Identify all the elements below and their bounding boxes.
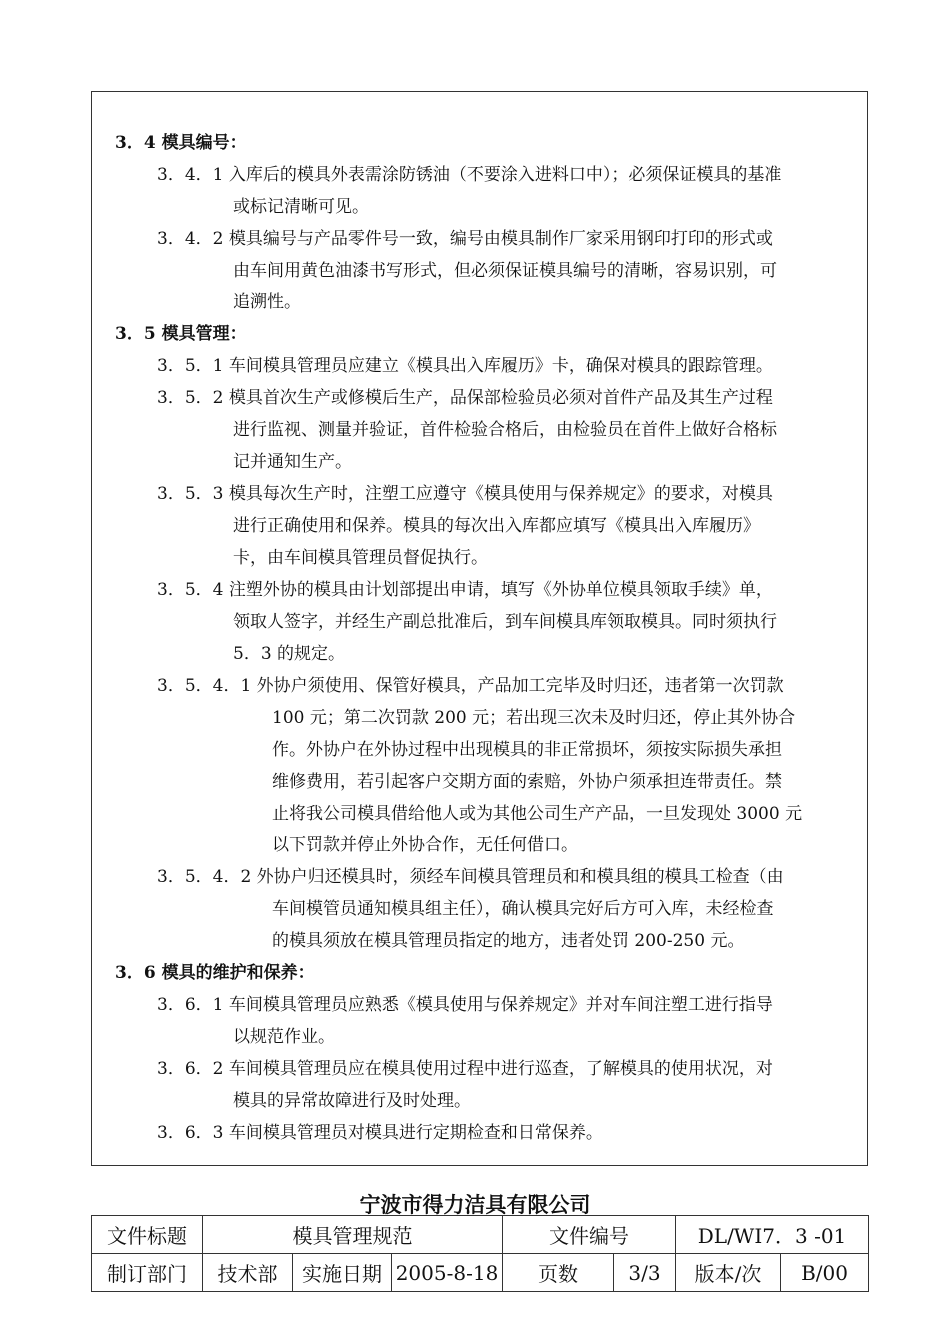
docno-label: 文件编号 [503,1216,676,1254]
text-line: 记并通知生产。 [233,452,352,472]
dept-label: 制订部门 [92,1254,203,1292]
text-line: 3．4．1 入库后的模具外表需涂防锈油（不要涂入进料口中）；必须保证模具的基准 [157,165,782,185]
text-line: 车间模管员通知模具组主任），确认模具完好后方可入库，未经检查 [272,899,774,919]
text-line: 进行监视、测量并验证，首件检验合格后，由检验员在首件上做好合格标 [233,420,777,440]
pages-value: 3/3 [614,1254,676,1292]
title-label: 文件标题 [92,1216,203,1254]
text-line: 作。外协户在外协过程中出现模具的非正常损坏，须按实际损失承担 [272,740,782,760]
version-value: B/00 [781,1254,869,1292]
text-line: 3．6．2 车间模具管理员应在模具使用过程中进行巡查，了解模具的使用状况，对 [157,1059,773,1079]
text-line: 止将我公司模具借给他人或为其他公司生产产品，一旦发现处 3000 元 [272,804,803,824]
docno-value: DL/WI7．3 -01 [676,1216,869,1254]
section-heading: 3．5 模具管理： [115,324,247,344]
date-label: 实施日期 [293,1254,392,1292]
date-value: 2005-8-18 [392,1254,503,1292]
text-line: 3．4．2 模具编号与产品零件号一致，编号由模具制作厂家采用钢印打印的形式或 [157,229,773,249]
text-line: 或标记清晰可见。 [233,197,369,217]
section-heading: 3．6 模具的维护和保养： [115,963,315,983]
text-line: 3．5．4．2 外协户归还模具时，须经车间模具管理员和和模具组的模具工检查（由 [157,867,784,887]
text-line: 3．5．2 模具首次生产或修模后生产，品保部检验员必须对首件产品及其生产过程 [157,388,773,408]
text-line: 追溯性。 [233,292,301,312]
document-info-table [91,1215,869,1292]
text-line: 卡，由车间模具管理员督促执行。 [233,548,488,568]
text-line: 维修费用，若引起客户交期方面的索赔，外协户须承担连带责任。禁 [272,772,782,792]
company-name: 宁波市得力洁具有限公司 [359,1192,591,1217]
text-line: 进行正确使用和保养。模具的每次出入库都应填写《模具出入库履历》 [233,516,760,536]
text-line: 领取人签字，并经生产副总批准后，到车间模具库领取模具。同时须执行 [233,612,777,632]
text-line: 3．5．3 模具每次生产时，注塑工应遵守《模具使用与保养规定》的要求，对模具 [157,484,773,504]
text-line: 的模具须放在模具管理员指定的地方，违者处罚 200-250 元。 [272,931,745,951]
info-row-2 [92,1254,869,1292]
version-label: 版本/次 [676,1254,781,1292]
dept-value: 技术部 [203,1254,293,1292]
text-line: 5．3 的规定。 [233,644,346,664]
text-line: 3．6．3 车间模具管理员对模具进行定期检查和日常保养。 [157,1123,603,1143]
text-line: 以规范作业。 [233,1027,335,1047]
text-line: 3．5．4 注塑外协的模具由计划部提出申请，填写《外协单位模具领取手续》单， [157,580,773,600]
text-line: 100 元；第二次罚款 200 元；若出现三次未及时归还，停止其外协合 [272,708,796,728]
section-heading: 3．4 模具编号： [115,133,247,153]
pages-label: 页数 [503,1254,614,1292]
title-value: 模具管理规范 [203,1216,503,1254]
text-line: 3．6．1 车间模具管理员应熟悉《模具使用与保养规定》并对车间注塑工进行指导 [157,995,773,1015]
info-row-1 [92,1216,869,1254]
text-line: 模具的异常故障进行及时处理。 [233,1091,471,1111]
text-line: 由车间用黄色油漆书写形式，但必须保证模具编号的清晰，容易识别，可 [233,261,777,281]
text-line: 3．5．4．1 外协户须使用、保管好模具，产品加工完毕及时归还，违者第一次罚款 [157,676,784,696]
text-line: 3．5．1 车间模具管理员应建立《模具出入库履历》卡，确保对模具的跟踪管理。 [157,356,773,376]
text-line: 以下罚款并停止外协合作，无任何借口。 [272,835,578,855]
